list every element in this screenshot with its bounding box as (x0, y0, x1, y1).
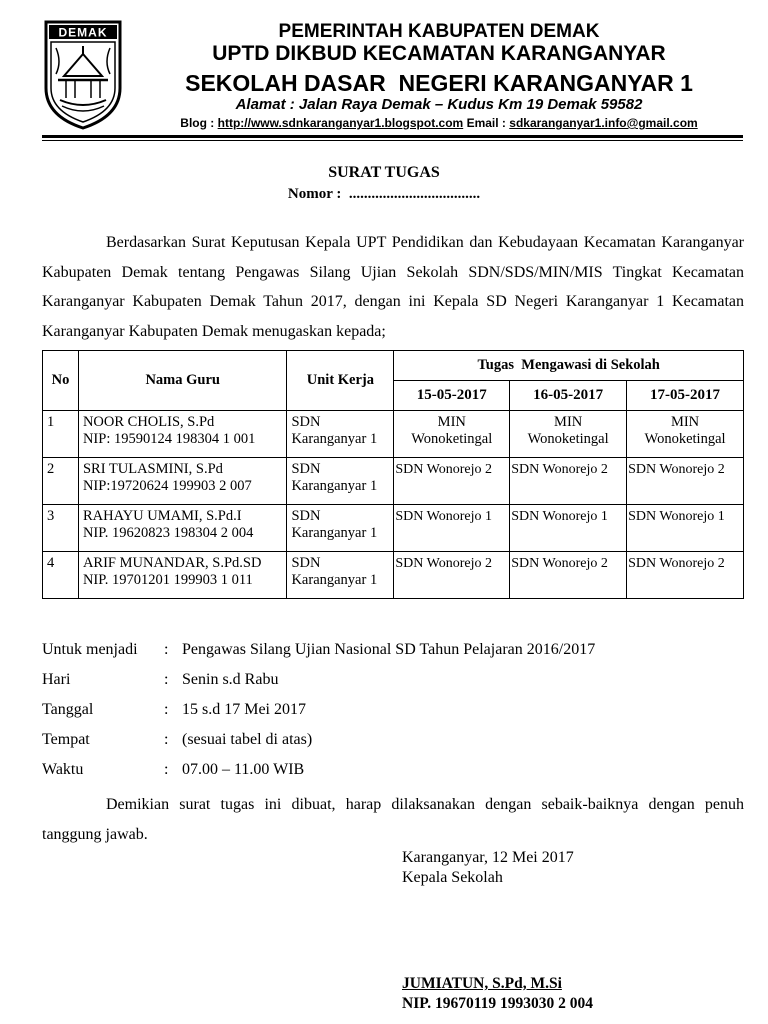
detail-value: 07.00 – 11.00 WIB (182, 761, 305, 778)
detail-colon: : (164, 671, 169, 688)
detail-label: Hari (42, 671, 71, 688)
header-date: 16-05-2017 (510, 381, 627, 411)
detail-label: Waktu (42, 761, 84, 778)
detail-row (42, 641, 595, 671)
signatory (402, 974, 593, 1014)
detail-label: Untuk menjadi (42, 641, 138, 658)
detail-colon: : (164, 641, 169, 658)
table-row (43, 458, 744, 505)
school-cell: SDN Wonorejo 2 (510, 552, 627, 599)
detail-label: Tempat (42, 731, 90, 748)
table-row (43, 552, 744, 599)
unit-line: SDN (291, 414, 321, 430)
teacher-cell (78, 552, 287, 599)
document-title: SURAT TUGAS (328, 164, 440, 181)
detail-value: (sesuai tabel di atas) (182, 731, 313, 748)
assignment-paragraph: Berdasarkan Surat Keputusan Kepala UPT Pendidikan dan Kebudayaan Kecamatan Karanganyar Kabupaten Demak tentang Pengawas Silang Ujian Sekolah SDN/SDS/MIN/MIS Tingkat Kecamatan Karanganyar Kabupaten Demak Tahun 2017, dengan ini Kepala SD Negeri Karanganyar 1 Kecamatan Karanganyar Kabupaten Demak menugaskan kepada; (42, 234, 744, 340)
school-cell: SDN Wonorejo 1 (394, 505, 510, 552)
school-cell: SDN Wonorejo 1 (627, 505, 744, 552)
school-cell: SDN Wonorejo 2 (510, 458, 627, 505)
table-row (43, 505, 744, 552)
teacher-cell (78, 505, 287, 552)
unit-line: Karanganyar 1 (291, 525, 378, 541)
document-number: Nomor : ................................... (287, 186, 481, 202)
unit-cell (287, 505, 394, 552)
table-row (43, 411, 744, 458)
letterhead-rule-thick (42, 135, 743, 138)
school-cell (510, 411, 627, 458)
email-link[interactable]: sdkaranganyar1.info@gmail.com (509, 116, 698, 130)
assignment-details (42, 641, 595, 791)
teacher-name: ARIF MUNANDAR, S.Pd.SD (82, 555, 262, 571)
school-line: Wonoketingal (644, 431, 726, 447)
school-cell: SDN Wonorejo 2 (627, 458, 744, 505)
detail-row (42, 761, 595, 791)
unit-line: SDN (291, 508, 321, 524)
logo-text: DEMAK (58, 25, 108, 40)
teacher-name: NOOR CHOLIS, S.Pd (82, 414, 215, 430)
teacher-cell (78, 458, 287, 505)
teacher-nip: NIP: 19590124 198304 1 001 (82, 431, 256, 447)
detail-row (42, 671, 595, 701)
assignment-table (42, 350, 744, 599)
signature-position: Kepala Sekolah (402, 869, 503, 886)
regency-emblem-logo (42, 18, 124, 130)
row-number: 3 (43, 505, 79, 552)
unit-line: SDN (291, 461, 321, 477)
row-number: 4 (43, 552, 79, 599)
row-number: 1 (43, 411, 79, 458)
school-cell (627, 411, 744, 458)
unit-cell (287, 552, 394, 599)
letterhead-contact (130, 116, 748, 130)
unit-line: Karanganyar 1 (291, 478, 378, 494)
header-date: 15-05-2017 (394, 381, 510, 411)
blog-label: Blog : (180, 116, 215, 130)
school-line: MIN (554, 414, 583, 430)
teacher-name: SRI TULASMINI, S.Pd (82, 461, 223, 477)
teacher-nip: NIP. 19620823 198304 2 004 (82, 525, 254, 541)
signature-place-date: Karanganyar, 12 Mei 2017 (402, 849, 574, 866)
detail-value: 15 s.d 17 Mei 2017 (182, 701, 306, 718)
letterhead-agency: UPTD DIKBUD KECAMATAN KARANGANYAR (212, 42, 666, 65)
closing-paragraph: Demikian surat tugas ini dibuat, harap dilaksanakan dengan sebaik-baiknya dengan penuh tanggung jawab. (42, 796, 744, 843)
header-date: 17-05-2017 (627, 381, 744, 411)
school-cell: SDN Wonorejo 1 (510, 505, 627, 552)
school-cell: SDN Wonorejo 2 (394, 552, 510, 599)
teacher-nip: NIP:19720624 199903 2 007 (82, 478, 252, 494)
email-label: Email : (466, 116, 506, 130)
school-line: MIN (437, 414, 466, 430)
teacher-cell (78, 411, 287, 458)
unit-cell (287, 458, 394, 505)
header-nama-guru: Nama Guru (78, 351, 287, 411)
school-cell (394, 411, 510, 458)
letterhead-address: Alamat : Jalan Raya Demak – Kudus Km 19 Demak 59582 (235, 96, 643, 113)
detail-colon: : (164, 731, 169, 748)
detail-label: Tanggal (42, 701, 94, 718)
school-cell: SDN Wonorejo 2 (627, 552, 744, 599)
header-no: No (43, 351, 79, 411)
unit-line: SDN (291, 555, 321, 571)
letterhead-government: PEMERINTAH KABUPATEN DEMAK (278, 21, 600, 42)
school-cell: SDN Wonorejo 2 (394, 458, 510, 505)
row-number: 2 (43, 458, 79, 505)
signature-block (402, 848, 574, 888)
letterhead-rule-thin (42, 140, 743, 141)
unit-cell (287, 411, 394, 458)
signatory-nip: NIP. 19670119 1993030 2 004 (402, 995, 594, 1012)
blog-link[interactable]: http://www.sdnkaranganyar1.blogspot.com (217, 116, 464, 130)
teacher-nip: NIP. 19701201 199903 1 011 (82, 572, 253, 588)
school-line: Wonoketingal (411, 431, 493, 447)
school-line: Wonoketingal (527, 431, 609, 447)
detail-value: Pengawas Silang Ujian Nasional SD Tahun Pelajaran 2016/2017 (182, 641, 596, 658)
detail-row (42, 701, 595, 731)
detail-row (42, 731, 595, 761)
teacher-name: RAHAYU UMAMI, S.Pd.I (82, 508, 242, 524)
unit-line: Karanganyar 1 (291, 431, 378, 447)
detail-colon: : (164, 761, 169, 778)
header-unit-kerja: Unit Kerja (287, 351, 394, 411)
detail-value: Senin s.d Rabu (182, 671, 279, 688)
unit-line: Karanganyar 1 (291, 572, 378, 588)
school-line: MIN (670, 414, 700, 430)
signatory-name: JUMIATUN, S.Pd, M.Si (402, 975, 562, 992)
header-tugas: Tugas Mengawasi di Sekolah (394, 351, 744, 381)
letterhead-school: SEKOLAH DASAR NEGERI KARANGANYAR 1 (185, 70, 693, 96)
detail-colon: : (164, 701, 169, 718)
